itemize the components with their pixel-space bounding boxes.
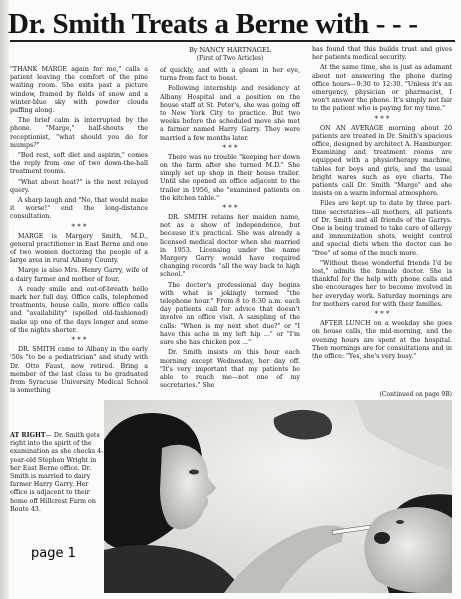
article-column-3: [312, 46, 452, 392]
paragraph: Marge is also Mrs. Henry Garry, wife of a dairy farmer and mother of four.: [10, 267, 148, 283]
paragraph: of quickly, and with a gleam in her eye, turns from fact to boast.: [160, 67, 300, 83]
page-number: page 1: [31, 546, 76, 561]
paragraph: DR. SMITH came to Albany in the early '50s "to be a pediatrician" and study with Dr. Otto Faust, now retired. Bring a member of the last class to be graduated from Syracuse University Medical School is something: [10, 346, 148, 395]
continued-line: [312, 388, 452, 398]
article-column-1: [10, 66, 148, 426]
section-separator: * * *: [71, 336, 87, 345]
doctor-eye: [189, 470, 199, 475]
section-separator: * * *: [71, 222, 87, 231]
headline-rule: [10, 40, 455, 42]
paragraph: The brief calm is interrupted by the phone. "Marge," half-shouts the receptionist, "what should you do for mumps?": [10, 117, 148, 149]
paragraph: There was no trouble "keeping her down on the farm after she turned M.D." She simply set up shop in their house trailer. Until she opened an office adjacent to the trailer in 1956, she "examined patients on the kitchen table.": [160, 153, 300, 202]
photo-illustration: [104, 400, 452, 593]
paragraph: At the same time, she is just as adamant about not answering the phone during office hours—9:30 to 12:30. "Unless it's an emergency, physician or pharmacist, I won't answer the phone. It's simply not fair to the patient who is paying for my time.": [312, 64, 452, 113]
fold-shadow: [0, 0, 9, 599]
article-column-2: [160, 46, 300, 398]
section-separator: * * *: [374, 310, 390, 319]
series-note: (First of Two Articles): [196, 55, 264, 62]
continued-note: (Continued on page 9B): [379, 391, 452, 398]
paragraph: "What about heat?" is the next relayed query.: [10, 178, 148, 194]
paragraph: DR. SMITH retains her maiden name, not as a show of independence, but because it's practical. She was already a licensed medical doctor when she married in 1953. Licensing under the name Margery Garry would have required changing records "all the way back to high school.": [160, 214, 300, 279]
caption-text: — Dr. Smith gets right into the spirit of the examination as she checks 4-year-old Stephen Wright in her East Berne office. Dr. Smith is married to dairy farmer Harry Garry. Her office is adjacent to their home off Hillcrest Farm on Route 43.: [10, 432, 104, 513]
paragraph: AFTER LUNCH on a weekday she goes on house calls, the mid-morning, and the evening hours are spent at the hospital. Then mornings are for consultations and in the office: "Yes, she's very busy.": [312, 320, 452, 360]
headline: Dr. Smith Treats a Berne with - - -: [8, 8, 418, 40]
paragraph: Files are kept up to date by three part-time secretaries—all mothers, all patients of Dr. Smith and all friends of the Garrys. One is being trained to take care of allergy and immunization shots, weight control and special diets when the doctor can be "free" of some of the much more.: [312, 200, 452, 257]
child-open-mouth: [374, 532, 390, 544]
paragraph: The doctor's professional day begins with what is jokingly termed "the telephone hour." From 8 to 8:30 a.m. each day patients call for advice that doesn't involve an office visit. A sampling of the calls: "When is my next shot due?" or "I have this ache in my left hip ..." or "I'm sure she has chicken pox ...": [160, 281, 300, 347]
paragraph: MARGE is Margery Smith, M.D., general practitioner in East Berne and one of two women doctoring the people of a large area in rural Albany County.: [10, 232, 148, 265]
caption-label: AT RIGHT: [10, 432, 46, 439]
paragraph: A ready smile and out-of-breath hello mark her full day. Office calls, telephoned treatments, house calls, more office calls and "availability" (spelled old-fashioned) make up one of the days longer and some of the nights shorter.: [10, 285, 148, 334]
paragraph: "Without these wonderful friends I'd be lost," admits the female doctor. She is thankful for the help with phone calls and she encourages her to become involved in her everyday work. Saturday mornings are for mothers cared for with their families.: [312, 259, 452, 308]
child-eye: [396, 520, 404, 524]
section-separator: * * *: [222, 143, 238, 152]
paragraph: "THANK MARGE again for me," calls a patient leaving the comfort of the pine waiting room. She exits past a picture window, framed by fields of snow and a winter-blue sky with powder clouds puffing along.: [10, 66, 148, 115]
paragraph: has found that this builds trust and gives her patients medical security.: [312, 46, 452, 62]
child-face: [364, 507, 452, 593]
paragraph: "Bed rest, soft diet and aspirin," comes the reply from one of two down-the-hall treatment rooms.: [10, 152, 148, 176]
paragraph: Following internship and residency at Albany Hospital and a position on the house staff at St. Peter's, she was going off to New York City to practice. But two weeks before the scheduled move she met a farmer named Harry Garry. They were married a few months later.: [160, 85, 300, 142]
byline: By NANCY HARTNAGEL: [188, 46, 272, 54]
paragraph: ON AN AVERAGE morning about 20 patients are treated in Dr. Smith's spacious office, designed by architect A. Hamburger. Examining and treatment rooms are equipped with a physiotherapy machine, tables for boys and girls, and the usual bright wares such as eye charts. The patients call Dr. Smith "Marge" and she insists on a warm informal atmosphere.: [312, 124, 452, 198]
paragraph: Dr. Smith insists on this hour each morning except Wednesday, her day off. "It's very important that my patients be able to reach me—not one of my secretaries." She: [160, 349, 300, 390]
photo-caption: [10, 432, 104, 516]
photograph: [104, 400, 452, 593]
paragraph: A sharp laugh and "No, that would make it worse!" end the long-distance consultation.: [10, 197, 148, 221]
section-separator: * * *: [222, 204, 238, 213]
section-separator: * * *: [374, 114, 390, 123]
